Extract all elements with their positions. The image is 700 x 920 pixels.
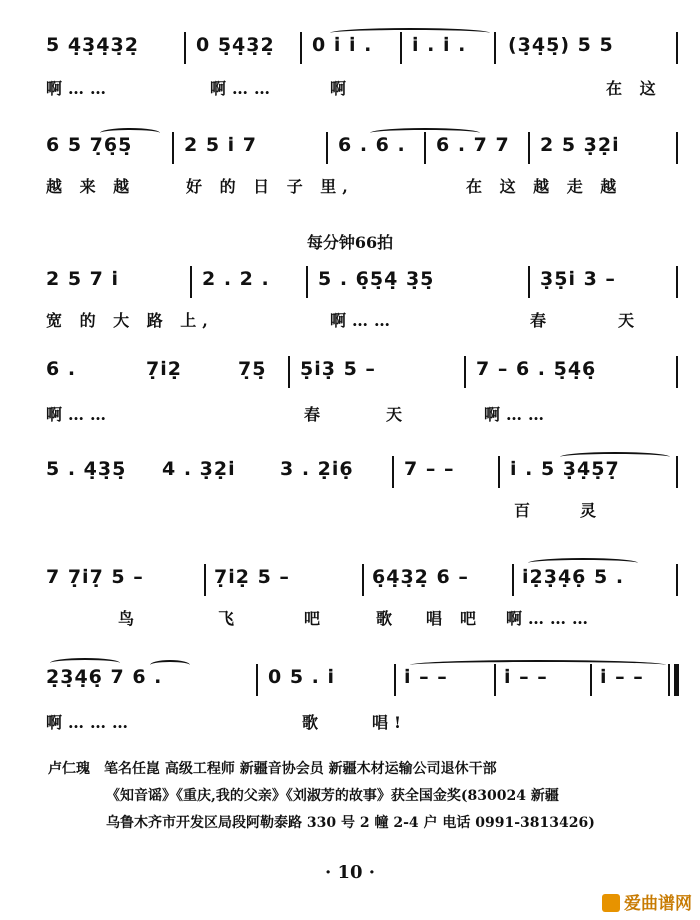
measure-1: 5 4̣3̣4̣3̣2̣ [46, 34, 139, 56]
lyric: 歌 [302, 713, 325, 732]
composer-name: 卢仁瑰 [48, 761, 90, 777]
barline [676, 266, 678, 298]
lyric: 啊…… [46, 79, 113, 98]
lyric: 好 的 日 子 里, [186, 177, 354, 196]
measure-2: 2 5 i̇ 7 [184, 134, 258, 156]
measure-2: 0 5̣4̣3̣2̣ [196, 34, 275, 56]
barline [326, 132, 328, 164]
measure-5: i̇ – – [600, 666, 644, 688]
slur [560, 452, 670, 462]
lyric: 宽 的 大 路 上, [46, 311, 214, 330]
measure-5: (3̣4̣5̣) 5 5 [508, 34, 614, 56]
lyric: 啊 [330, 79, 353, 98]
measure-4: i̇2̣3̣4̣6̣ 5 . [522, 566, 625, 588]
page-number: · 10 · [324, 862, 376, 883]
barline [676, 564, 678, 596]
composer-credit [48, 756, 688, 837]
measure-4: i̇ . i̇ . [412, 34, 467, 56]
measure-4: 3̣5̣i̇ 3 – [540, 268, 616, 290]
barline [392, 456, 394, 488]
lyric: 在 这 [606, 79, 662, 98]
barline [306, 266, 308, 298]
measure-5: 2 5 3̣2̣i̇ [540, 134, 620, 156]
lyric: 唱! [372, 713, 408, 732]
barline [512, 564, 514, 596]
lyric: 啊……… [506, 609, 595, 628]
measure-1-part-2: 7̣i̇2̣ [146, 358, 182, 380]
watermark-text: 爱曲谱网 [624, 894, 692, 914]
tie [410, 660, 666, 670]
barline [528, 266, 530, 298]
measure-2: 7 – – [404, 458, 455, 480]
measure-1-part-1: 5 . 4̣3̣5̣ [46, 458, 127, 480]
barline [204, 564, 206, 596]
measure-3: 6 . 6 . [338, 134, 406, 156]
measure-1: 6 5 7̣6̣5̣ [46, 134, 133, 156]
lyric: 啊…… [46, 405, 113, 424]
measure-2: 0 5 . i̇ [268, 666, 336, 688]
measure-3: i̇ . 5 3̣4̣5̣7̣ [510, 458, 620, 480]
lyric: 啊…… [210, 79, 277, 98]
slur [370, 128, 480, 138]
lyric: 灵 [580, 501, 603, 520]
lyric: 天 [386, 405, 409, 424]
barline [190, 266, 192, 298]
measure-4: 6 . 7 7 [436, 134, 510, 156]
measure-1-part-3: 7̣5̣ [238, 358, 267, 380]
lyric: 鸟 [118, 609, 141, 628]
lyric: 在 这 越 走 越 [466, 177, 623, 196]
measure-1: 7 7̣i̇7̣ 5 – [46, 566, 144, 588]
measure-3: 7 – 6 . 5̣4̣6̣ [476, 358, 597, 380]
barline [300, 32, 302, 64]
barline [528, 132, 530, 164]
lyric: 唱 [426, 609, 449, 628]
final-barline-thin [668, 664, 670, 696]
barline [498, 456, 500, 488]
music-note-logo-icon [602, 894, 620, 912]
measure-1-part-2: 4 . 3̣2̣i̇ [162, 458, 236, 480]
slur [100, 128, 160, 138]
barline [676, 32, 678, 64]
barline [256, 664, 258, 696]
measure-1: 2 5 7 i̇ [46, 268, 120, 290]
lyric: 啊……… [46, 713, 135, 732]
lyric: 吧 [304, 609, 327, 628]
lyric: 飞 [218, 609, 241, 628]
lyric: 天 [618, 311, 641, 330]
tempo-marking: 每分钟66拍 [306, 233, 394, 252]
barline [184, 32, 186, 64]
measure-1-part-1: 6 . [46, 358, 77, 380]
measure-3: 0 i̇ i̇ . [312, 34, 373, 56]
barline [362, 564, 364, 596]
barline [172, 132, 174, 164]
measure-4: i̇ – – [504, 666, 548, 688]
composer-address: 乌鲁木齐市开发区局段阿勒泰路 330 号 2 幢 2-4 户 电话 0991-3813426) [106, 815, 595, 831]
barline [676, 456, 678, 488]
measure-1-part-3: 3 . 2̣i̇6̣ [280, 458, 354, 480]
barline [676, 356, 678, 388]
measure-2: 2 . 2 . [202, 268, 270, 290]
composer-bio: 笔名任崑 高级工程师 新疆音协会员 新疆木材运输公司退休干部 [104, 761, 497, 777]
lyric: 春 [530, 311, 553, 330]
barline [288, 356, 290, 388]
lyric: 吧 [460, 609, 483, 628]
measure-3: 5 . 6̣5̣4̣ 3̣5̣ [318, 268, 435, 290]
lyric: 啊…… [484, 405, 551, 424]
slur [330, 28, 490, 38]
lyric: 百 [514, 501, 537, 520]
measure-3: i̇ – – [404, 666, 448, 688]
watermark [602, 889, 692, 914]
measure-2: 5̣i̇3̣ 5 – [300, 358, 376, 380]
lyric: 春 [304, 405, 327, 424]
barline [394, 664, 396, 696]
lyric: 越 来 越 [46, 177, 136, 196]
barline [464, 356, 466, 388]
slur [150, 660, 190, 670]
measure-2: 7̣i̇2̣ 5 – [214, 566, 290, 588]
barline [676, 132, 678, 164]
measure-1: 2̣3̣4̣6̣ 7 6 . [46, 666, 163, 688]
barline [494, 32, 496, 64]
lyric: 歌 [376, 609, 399, 628]
final-barline-thick [674, 664, 679, 696]
composer-awards: 《知音谣》《重庆,我的父亲》《刘淑芳的故事》获全国金奖(830024 新疆 [106, 788, 559, 804]
lyric: 啊…… [330, 311, 397, 330]
slur [50, 658, 120, 668]
slur [528, 558, 638, 568]
measure-3: 6̣4̣3̣2̣ 6 – [372, 566, 469, 588]
